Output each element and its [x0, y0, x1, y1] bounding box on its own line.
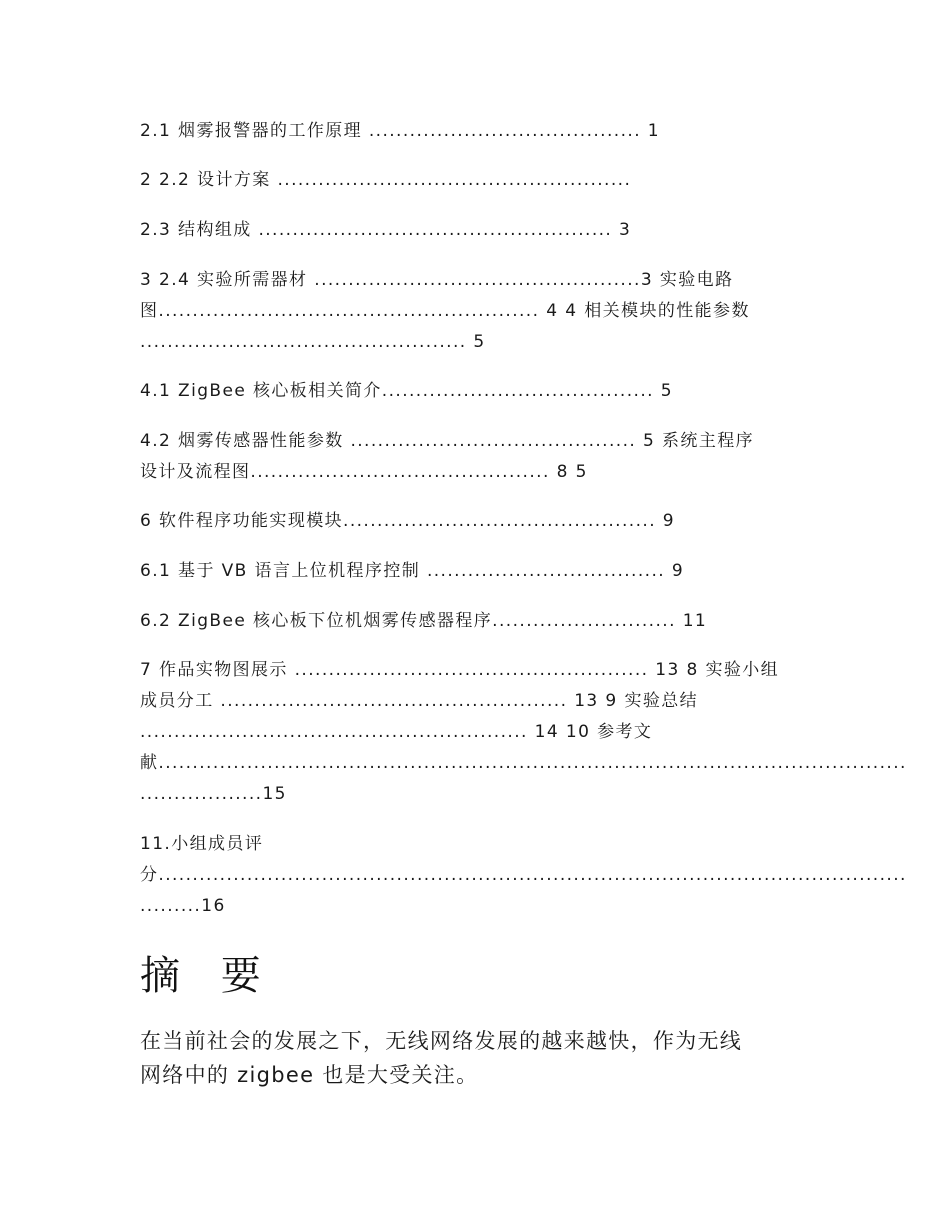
toc-entry[interactable] [140, 376, 810, 407]
toc-line: 图........................................................ 4 4 相关模块的性能参数 [140, 301, 750, 321]
paragraph-line: 网络中的 zigbee 也是大受关注。 [140, 1063, 479, 1087]
toc-entry[interactable] [140, 606, 810, 637]
paragraph-line: 在当前社会的发展之下，无线网络发展的越来越快，作为无线 [140, 1029, 743, 1053]
toc-line: 3 2.4 实验所需器材 ................................................3 实验电路 [140, 270, 734, 290]
toc-entry[interactable] [140, 116, 810, 147]
toc-entry[interactable] [140, 215, 810, 246]
toc-line: 4.1 ZigBee 核心板相关简介........................................ 5 [140, 381, 673, 401]
toc-line: 2.3 结构组成 .................................................... 3 [140, 220, 632, 240]
toc-line: 7 作品实物图展示 .................................................... 13 8 实验小组 [140, 660, 780, 680]
abstract-paragraph [140, 1024, 810, 1092]
toc-line: ..................15 [140, 784, 287, 804]
toc-line: ......................................................... 14 10 参考文 [140, 722, 653, 742]
toc-line: 2 2.2 设计方案 .................................................... [140, 170, 632, 190]
toc-line: 6 软件程序功能实现模块.............................................. 9 [140, 511, 676, 531]
toc-line: 6.1 基于 VB 语言上位机程序控制 ................................... 9 [140, 561, 685, 581]
toc-line: 4.2 烟雾传感器性能参数 .......................................... 5 系统主程序 [140, 431, 755, 451]
toc-line: 设计及流程图............................................ 8 5 [140, 462, 588, 482]
toc-entry[interactable] [140, 655, 907, 810]
toc-entry[interactable] [140, 556, 810, 587]
toc-line: .........16 [140, 896, 226, 916]
toc-line: 2.1 烟雾报警器的工作原理 ........................................ 1 [140, 121, 661, 141]
abstract-heading: 摘 要 [140, 953, 275, 999]
toc-entry[interactable] [140, 506, 810, 537]
toc-line: 分.............................................................................................................. [140, 865, 907, 885]
toc-entry[interactable] [140, 829, 907, 922]
toc-line: 11.小组成员评 [140, 834, 264, 854]
toc-entry[interactable] [140, 265, 810, 358]
toc-line: ................................................ 5 [140, 332, 486, 352]
toc-entry[interactable] [140, 426, 810, 488]
toc-entry[interactable] [140, 165, 810, 196]
toc-line: 6.2 ZigBee 核心板下位机烟雾传感器程序........................... 11 [140, 611, 708, 631]
toc-line: 献.............................................................................................................. [140, 753, 907, 773]
toc-line: 成员分工 ................................................... 13 9 实验总结 [140, 691, 699, 711]
